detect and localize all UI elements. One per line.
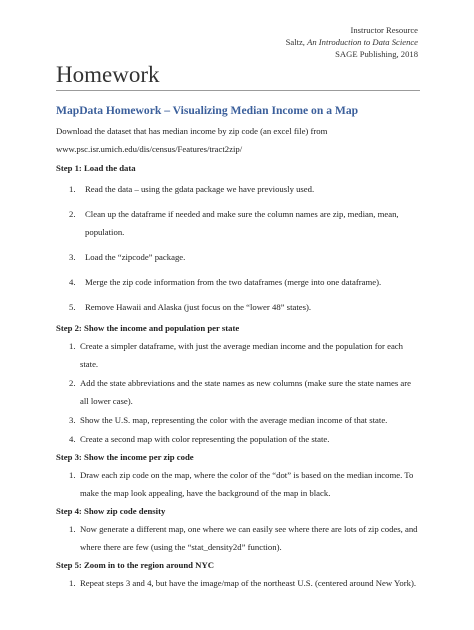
list-item: 1. Repeat steps 3 and 4, but have the image/map of the northeast U.S. (centered around New York). bbox=[69, 578, 417, 588]
step-5-heading: Step 5: Zoom in to the region around NYC bbox=[56, 560, 214, 570]
header-book-title: An Introduction to Data Science bbox=[307, 37, 418, 47]
page-title: Homework bbox=[56, 62, 160, 87]
intro-line-1: Download the dataset that has median income by zip code (an excel file) from bbox=[56, 126, 328, 136]
list-item: 2. Add the state abbreviations and the state names as new columns (make sure the state names are all lower case). bbox=[69, 378, 411, 406]
step-4-list bbox=[56, 520, 420, 556]
step-1-list bbox=[56, 180, 420, 316]
document-body bbox=[56, 122, 420, 592]
step-3-heading: Step 3: Show the income per zip code bbox=[56, 452, 194, 462]
header-line-3: SAGE Publishing, 2018 bbox=[335, 49, 418, 59]
step-2-list bbox=[56, 337, 420, 448]
intro-url: www.psc.isr.umich.edu/dis/census/Features/tract2zip/ bbox=[56, 144, 243, 154]
step-2-heading: Step 2: Show the income and population per state bbox=[56, 323, 240, 333]
document-header bbox=[286, 24, 418, 60]
title-rule bbox=[56, 90, 420, 91]
list-item: 5. Remove Hawaii and Alaska (just focus on the “lower 48” states). bbox=[69, 302, 312, 312]
list-item: 1. Read the data – using the gdata package we have previously used. bbox=[69, 184, 315, 194]
list-item: 3. Show the U.S. map, representing the color with the average median income of that state. bbox=[69, 415, 388, 425]
step-5-list bbox=[56, 574, 420, 592]
header-line-1: Instructor Resource bbox=[350, 25, 418, 35]
list-item: 4. Create a second map with color representing the population of the state. bbox=[69, 434, 330, 444]
list-item: 4. Merge the zip code information from the two dataframes (merge into one dataframe). bbox=[69, 277, 382, 287]
header-author: Saltz, bbox=[285, 37, 305, 47]
list-item: 1. Now generate a different map, one where we can easily see where there are lots of zip codes, and where there are few (using the “stat_density2d” function). bbox=[69, 524, 418, 552]
header-line-2 bbox=[286, 36, 418, 48]
list-item: 2. Clean up the dataframe if needed and make sure the column names are zip, median, mean, population. bbox=[69, 209, 399, 237]
step-4-heading: Step 4: Show zip code density bbox=[56, 506, 166, 516]
step-3-list bbox=[56, 466, 420, 502]
list-item: 3. Load the “zipcode” package. bbox=[69, 252, 186, 262]
step-1-heading: Step 1: Load the data bbox=[56, 163, 136, 173]
list-item: 1. Create a simpler dataframe, with just the average median income and the population for each state. bbox=[69, 341, 403, 369]
list-item: 1. Draw each zip code on the map, where the color of the “dot” is based on the median income. To make the map look appealing, have the background of the map in black. bbox=[69, 470, 414, 498]
intro-paragraph bbox=[56, 122, 420, 158]
assignment-subtitle: MapData Homework – Visualizing Median Income on a Map bbox=[56, 104, 359, 117]
